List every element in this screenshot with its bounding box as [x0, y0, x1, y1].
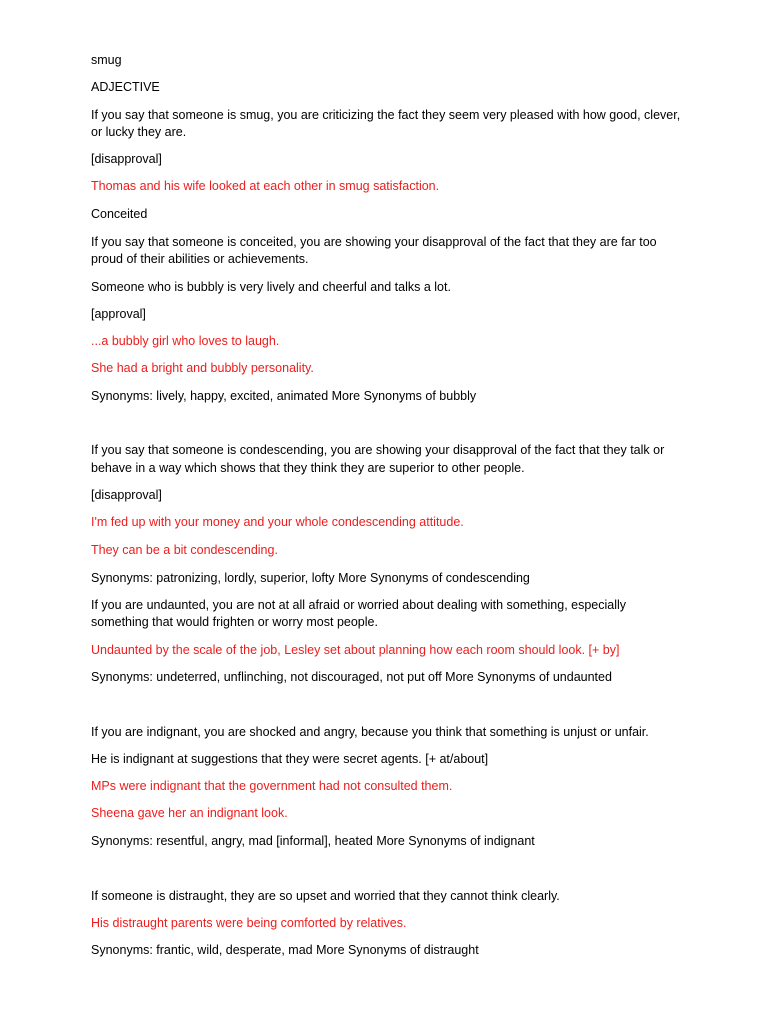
example-sentence: I'm fed up with your money and your whole condescending attitude. — [91, 515, 464, 529]
definition-line: proud of their abilities or achievements. — [91, 252, 309, 266]
definition-line: something that would frighten or worry most people. — [91, 615, 378, 629]
definition-line: behave in a way which shows that they think they are superior to other people. — [91, 461, 525, 475]
example-sentence: They can be a bit condescending. — [91, 543, 278, 557]
example-sentence: ...a bubbly girl who loves to laugh. — [91, 334, 280, 348]
headword: Conceited — [91, 207, 148, 221]
usage-label: [disapproval] — [91, 152, 162, 166]
example-sentence: She had a bright and bubbly personality. — [91, 361, 314, 375]
example-sentence: Thomas and his wife looked at each other in smug satisfaction. — [91, 179, 440, 193]
headword: smug — [91, 53, 122, 67]
synonyms-line: Synonyms: undeterred, unflinching, not discouraged, not put off More Synonyms of undaunted — [91, 670, 612, 684]
definition-line: If you say that someone is conceited, you are showing your disapproval of the fact that they are far too — [91, 235, 657, 249]
usage-label: [disapproval] — [91, 488, 162, 502]
synonyms-line: Synonyms: lively, happy, excited, animated More Synonyms of bubbly — [91, 389, 477, 403]
definition-line: or lucky they are. — [91, 125, 187, 139]
definition-line: If you are undaunted, you are not at all afraid or worried about dealing with something, especially — [91, 598, 627, 612]
definition-line: If someone is distraught, they are so upset and worried that they cannot think clearly. — [91, 889, 560, 903]
definition-line: If you say that someone is smug, you are criticizing the fact they seem very pleased with how good, clever, — [91, 108, 681, 122]
example-sentence: Sheena gave her an indignant look. — [91, 806, 288, 820]
definition-line: Someone who is bubbly is very lively and cheerful and talks a lot. — [91, 280, 451, 294]
definition-line: If you say that someone is condescending, you are showing your disapproval of the fact that they talk or — [91, 443, 665, 457]
definition-line: He is indignant at suggestions that they were secret agents. [+ at/about] — [91, 752, 489, 766]
example-sentence: MPs were indignant that the government had not consulted them. — [91, 779, 453, 793]
usage-label: [approval] — [91, 307, 146, 321]
example-sentence: His distraught parents were being comforted by relatives. — [91, 916, 407, 930]
synonyms-line: Synonyms: frantic, wild, desperate, mad More Synonyms of distraught — [91, 943, 479, 957]
part-of-speech: ADJECTIVE — [91, 80, 160, 94]
example-sentence: Undaunted by the scale of the job, Lesley set about planning how each room should look. [+ by] — [91, 643, 620, 657]
definition-line: If you are indignant, you are shocked and angry, because you think that something is unjust or unfair. — [91, 725, 649, 739]
synonyms-line: Synonyms: resentful, angry, mad [informal], heated More Synonyms of indignant — [91, 834, 535, 848]
synonyms-line: Synonyms: patronizing, lordly, superior, lofty More Synonyms of condescending — [91, 571, 530, 585]
